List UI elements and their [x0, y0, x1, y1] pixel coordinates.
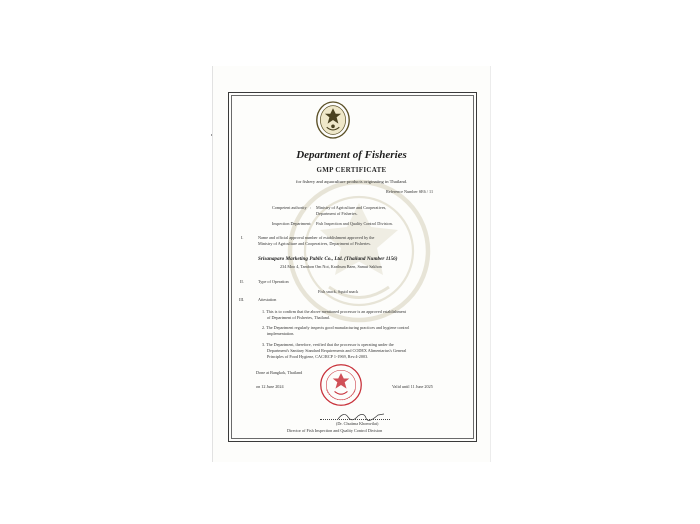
signatory-name: (Dr. Chutima Khomvilai) — [336, 421, 379, 426]
place-of-issue: Done at Bangkok, Thailand — [256, 370, 303, 375]
company-address: 234 Moo 4, Tambon Om Noi, Krathum Baen, Samut Sakhon — [280, 264, 382, 269]
authority-value: Department of Fisheries. — [316, 211, 358, 216]
attestation-item: 3. The Department, therefore, verified that the processor is operating under the — [262, 342, 394, 347]
certificate-title: GMP CERTIFICATE — [316, 166, 387, 174]
official-stamp-icon — [318, 362, 364, 408]
signatory-title: Director of Fish Inspection and Quality Control Division — [287, 428, 383, 433]
authority-colon: : — [310, 205, 312, 210]
attestation-item: Principles of Food Hygiene, CAC/RCP 1-1969, Rev.4-2003. — [267, 354, 369, 359]
operation-type: Fish snack, Squid snack — [318, 289, 359, 294]
attestation-item: implementation. — [267, 331, 295, 336]
garuda-seal-icon — [315, 100, 351, 140]
inspection-colon: : — [310, 221, 312, 226]
section-iii-heading: Attestation — [258, 297, 277, 302]
certificate-scope: for fishery and aquaculture products originating in Thailand. — [295, 179, 408, 184]
section-ii-heading: Type of Operation — [258, 279, 289, 284]
section-i-text: Ministry of Agriculture and Cooperatives, Department of Fisheries. — [258, 241, 371, 246]
department-seal-watermark-icon — [284, 176, 434, 326]
attestation-item: 2. The Department regularly inspects good manufacturing practices and hygiene control — [262, 325, 410, 330]
issue-date: on 12 June 2024 — [256, 384, 284, 389]
department-title: Department of Fisheries — [296, 149, 407, 161]
inspection-value: Fish Inspection and Quality Control Division. — [316, 221, 393, 226]
authority-label: Competent authority — [272, 205, 307, 210]
section-iii-numeral: III. — [239, 297, 245, 302]
inspection-label: Inspection Department — [272, 221, 311, 226]
company-name: Srisanaparo Marketing Public Co., Ltd. (Thailand Number 1156) — [258, 256, 398, 262]
section-i-numeral: I. — [241, 235, 244, 240]
attestation-item: of Department of Fisheries, Thailand. — [267, 315, 330, 320]
reference-number: Reference Number SE6 / 11 — [386, 189, 434, 194]
signature-line — [320, 419, 390, 420]
valid-until: Valid until 11 June 2025 — [392, 384, 433, 389]
section-ii-numeral: II. — [240, 279, 244, 284]
section-i-text: Name and official approval number of establishment approved by the — [258, 235, 375, 240]
attestation-item: 1. This is to confirm that the above mentioned processor is an approved establishment — [262, 309, 406, 314]
authority-value: Ministry of Agriculture and Cooperatives, — [316, 205, 387, 210]
attestation-item: Department's Sanitary Standard Requirements and CODEX Alimentarius's General — [267, 348, 407, 353]
